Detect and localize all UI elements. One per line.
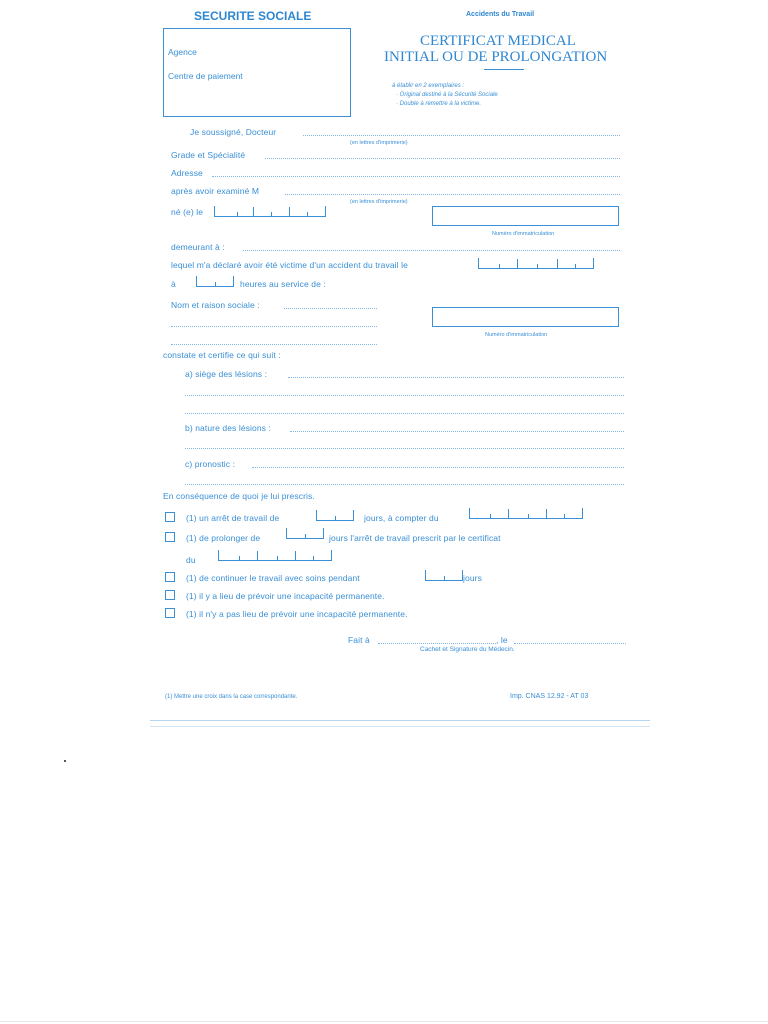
constate-label: constate et certifie ce qui suit : <box>163 350 281 360</box>
demeurant-field[interactable] <box>243 250 620 251</box>
continuer-checkbox[interactable] <box>165 572 175 582</box>
immat-label-2: Numéro d'immatriculation <box>485 332 548 338</box>
employeur-field-1[interactable] <box>284 308 377 309</box>
nature-field-1[interactable] <box>290 431 624 432</box>
adresse-field[interactable] <box>212 176 620 177</box>
siege-field-1[interactable] <box>288 377 624 378</box>
accident-hour-field[interactable] <box>196 276 234 287</box>
page-title-line2: INITIAL OU DE PROLONGATION <box>384 49 608 65</box>
nature-field-2[interactable] <box>185 448 624 449</box>
immatriculation-field-2[interactable] <box>432 307 619 327</box>
org-title: SECURITE SOCIALE <box>194 9 312 23</box>
cachet-label: Cachet et Signature du Médecin. <box>420 646 515 653</box>
stray-dot <box>64 760 66 762</box>
ne-le-label: né (e) le <box>171 207 204 217</box>
nature-label: b) nature des lésions : <box>185 423 271 433</box>
agence-label: Agence <box>168 47 197 57</box>
docteur-label: Je soussigné, Docteur <box>190 127 277 137</box>
employeur-label: Nom et raison sociale : <box>171 300 260 310</box>
incapacite-non-label: (1) il n'y a pas lieu de prévoir une incapacité permanente. <box>186 609 408 619</box>
footnote: (1) Mettre une croix dans la case correspondante. <box>165 694 298 700</box>
demeurant-label: demeurant à : <box>171 242 225 252</box>
footer-rule-2 <box>150 726 650 727</box>
incapacite-non-checkbox[interactable] <box>165 608 175 618</box>
accident-label: lequel m'a déclaré avoir été victime d'un accident du travail le <box>171 260 408 270</box>
prolonger-rest-label: jours l'arrêt de travail prescrit par le certificat <box>329 533 501 543</box>
employeur-field-2[interactable] <box>171 326 377 327</box>
copies-double: · Double à remettre à la victime. <box>396 101 482 107</box>
continuer-label: (1) de continuer le travail avec soins pendant <box>186 573 360 583</box>
immat-label-1: Numéro d'immatriculation <box>492 231 555 237</box>
incapacite-oui-label: (1) il y a lieu de prévoir une incapacité permanente. <box>186 591 385 601</box>
arret-label: (1) un arrêt de travail de <box>186 513 280 523</box>
adresse-label: Adresse <box>171 168 203 178</box>
arret-days-field[interactable] <box>316 510 354 521</box>
prolonger-label: (1) de prolonger de <box>186 533 261 543</box>
siege-field-2[interactable] <box>185 395 624 396</box>
accident-date-field[interactable] <box>478 258 594 269</box>
pronostic-field-1[interactable] <box>252 467 624 468</box>
page-title-line1: CERTIFICAT MEDICAL <box>420 33 576 49</box>
form-category: Accidents du Travail <box>466 11 535 18</box>
arret-compter-label: jours, à compter du <box>364 513 439 523</box>
arret-checkbox[interactable] <box>165 512 175 522</box>
prolonger-checkbox[interactable] <box>165 532 175 542</box>
continuer-days-field[interactable] <box>425 570 463 581</box>
continuer-jours-label: jours <box>463 573 482 583</box>
agency-box <box>163 28 351 117</box>
arret-start-date-field[interactable] <box>469 508 583 519</box>
prolonger-days-field[interactable] <box>286 528 324 539</box>
copies-intro: à établir en 2 exemplaires : <box>392 83 465 89</box>
prescription-intro: En conséquence de quoi je lui prescris. <box>163 491 315 501</box>
immatriculation-field-1[interactable] <box>432 206 619 226</box>
incapacite-oui-checkbox[interactable] <box>165 590 175 600</box>
title-underline <box>484 69 524 70</box>
centre-paiement-label: Centre de paiement <box>168 71 243 81</box>
employeur-field-3[interactable] <box>171 344 377 345</box>
footer-rule-1 <box>150 720 650 721</box>
copies-original: · Original destiné à la Sécurité Sociale <box>396 92 498 98</box>
signature-date-field[interactable] <box>514 643 626 644</box>
prolonger-date-field[interactable] <box>218 550 332 561</box>
capitals-hint-1: (en lettres d'imprimerie) <box>350 140 408 146</box>
siege-label: a) siège des lésions : <box>185 369 268 379</box>
form-reference: Imp. CNAS 12.92 - AT 03 <box>510 693 589 700</box>
fait-a-label: Fait à <box>348 635 370 645</box>
pronostic-label: c) pronostic : <box>185 459 236 469</box>
grade-field[interactable] <box>265 158 620 159</box>
du-label: du <box>186 555 196 565</box>
bottom-edge-line <box>0 1021 768 1022</box>
grade-label: Grade et Spécialité <box>171 150 246 160</box>
heures-label: heures au service de : <box>240 279 326 289</box>
siege-field-3[interactable] <box>185 413 624 414</box>
birth-date-field[interactable] <box>214 206 326 217</box>
a-label: à <box>171 279 176 289</box>
pronostic-field-2[interactable] <box>185 484 624 485</box>
examine-field[interactable] <box>285 194 620 195</box>
capitals-hint-2: (en lettres d'imprimerie) <box>350 199 408 205</box>
fait-a-field[interactable] <box>378 643 496 644</box>
docteur-field[interactable] <box>303 135 620 136</box>
examine-label: après avoir examiné M <box>171 186 260 196</box>
le-label: , le <box>496 635 508 645</box>
